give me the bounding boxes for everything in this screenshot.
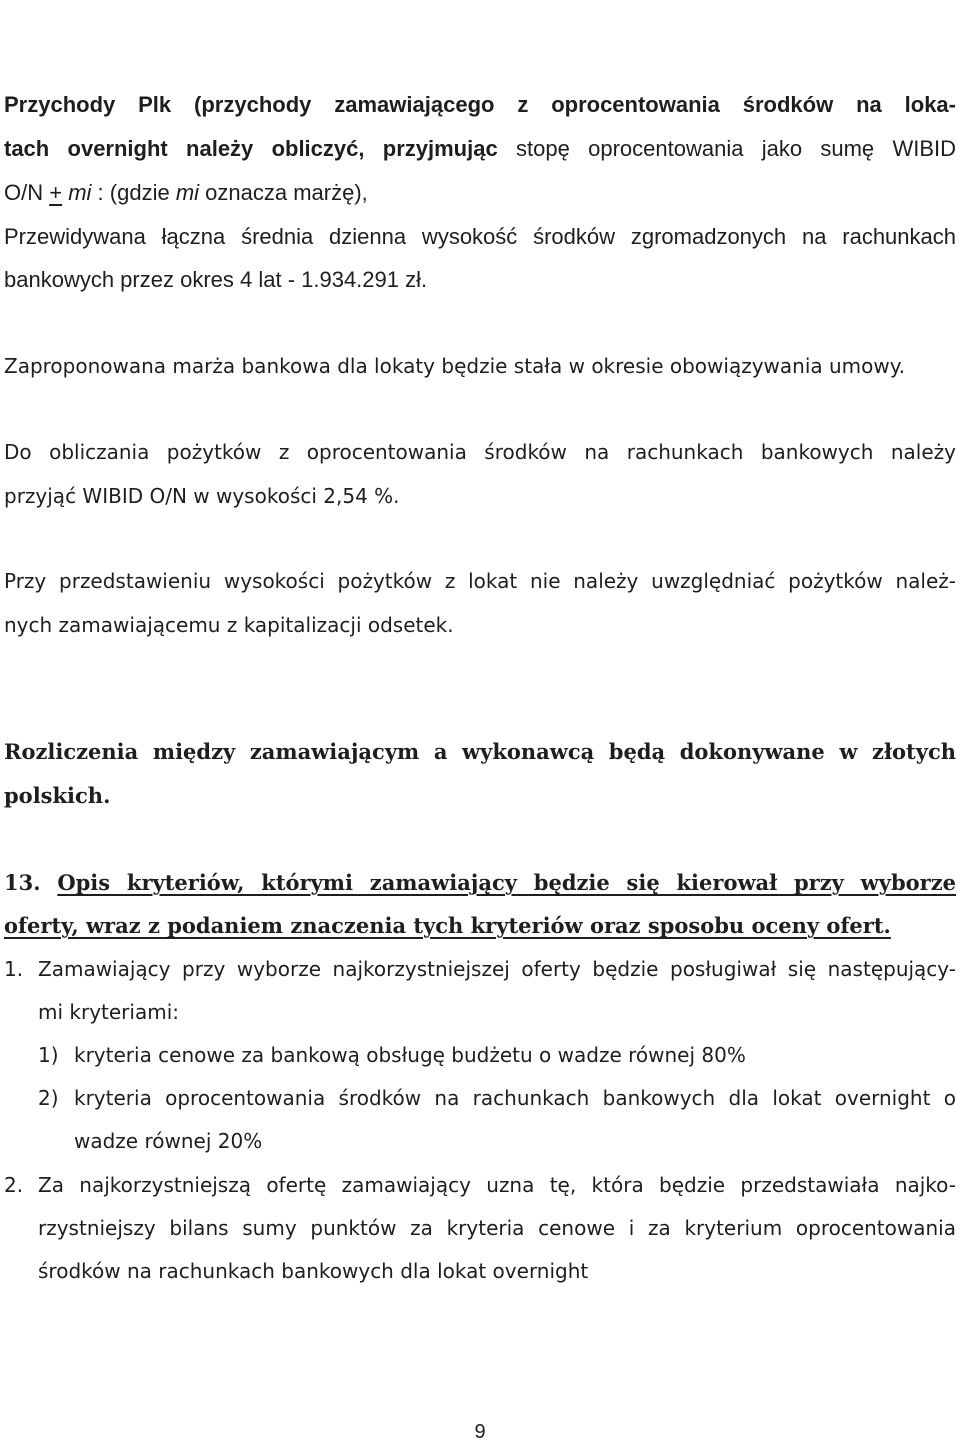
section13-heading-line2 <box>4 911 956 941</box>
section13-title-line1: Opis kryteriów, którymi zamawiający będzie się kierował przy wyborze <box>57 870 956 895</box>
para4-line1: Przy przedstawieniu wysokości pożytków z lokat nie należy uwzględniać pożytków należ- <box>4 569 956 593</box>
item1-sub1: kryteria cenowe za bankową obsługę budżetu o wadze równej 80% <box>74 1043 746 1067</box>
item2-line1: Za najkorzystniejszą ofertę zamawiający uzna tę, która będzie przedstawiała najko- <box>38 1173 956 1197</box>
para1-line3-a: O/N <box>4 180 50 205</box>
mi-symbol: mi <box>68 180 92 205</box>
para5-line1: Rozliczenia między zamawiającym a wykonawcą będą dokonywane w złotych <box>4 739 956 764</box>
para1-line5: bankowych przez okres 4 lat - 1.934.291 zł. <box>4 267 428 292</box>
item1-sub2-line2: wadze równej 20% <box>74 1129 263 1153</box>
section13-heading-line1 <box>4 868 956 898</box>
para1-line3-d: oznacza marżę), <box>199 180 368 205</box>
item1-line2: mi kryteriami: <box>38 1000 179 1024</box>
para4-line2: nych zamawiającemu z kapitalizacji odsetek. <box>4 613 454 637</box>
item2-number: 2. <box>4 1173 24 1197</box>
para1-line4: Przewidywana łączna średnia dzienna wysokość środków zgromadzonych na rachunkach <box>4 224 956 249</box>
plus-minus-symbol: + <box>49 180 63 205</box>
para1-line3-c: : (gdzie <box>91 180 176 205</box>
item1-number: 1. <box>4 957 24 981</box>
para1-line1: Przychody Plk (przychody zamawiającego z oprocentowania środków na loka- <box>4 92 956 117</box>
item1-sub2-number: 2) <box>38 1086 59 1110</box>
para2-line: Zaproponowana marża bankowa dla lokaty będzie stała w okresie obowiązywania umowy. <box>4 354 906 378</box>
item2-line3: środków na rachunkach bankowych dla lokat overnight <box>38 1259 589 1283</box>
item1-line1: Zamawiający przy wyborze najkorzystniejszej oferty będzie posługiwał się następujący- <box>38 957 956 981</box>
para1-line2-rest: stopę oprocentowania jako sumę WIBID <box>497 136 956 161</box>
item1-sub2-line1: kryteria oprocentowania środków na rachunkach bankowych dla lokat overnight o <box>74 1086 956 1110</box>
item2-line2: rzystniejszy bilans sumy punktów za kryteria cenowe i za kryterium oprocentowania <box>38 1216 956 1240</box>
para5-line2: polskich. <box>4 783 111 808</box>
section13-number: 13. <box>4 870 58 895</box>
section13-title-line2: oferty, wraz z podaniem znaczenia tych kryteriów oraz sposobu oceny ofert. <box>4 913 891 938</box>
mi-symbol-2: mi <box>175 180 200 205</box>
page-number: 9 <box>474 1421 486 1443</box>
para3-line1: Do obliczania pożytków z oprocentowania środków na rachunkach bankowych należy <box>4 440 956 464</box>
para1-line3 <box>4 178 956 208</box>
para3-line2: przyjąć WIBID O/N w wysokości 2,54 %. <box>4 484 400 508</box>
para1-line2-bold: tach overnight należy obliczyć, przyjmując <box>4 136 498 161</box>
para1-line2 <box>4 134 956 164</box>
item1-sub1-number: 1) <box>38 1043 59 1067</box>
